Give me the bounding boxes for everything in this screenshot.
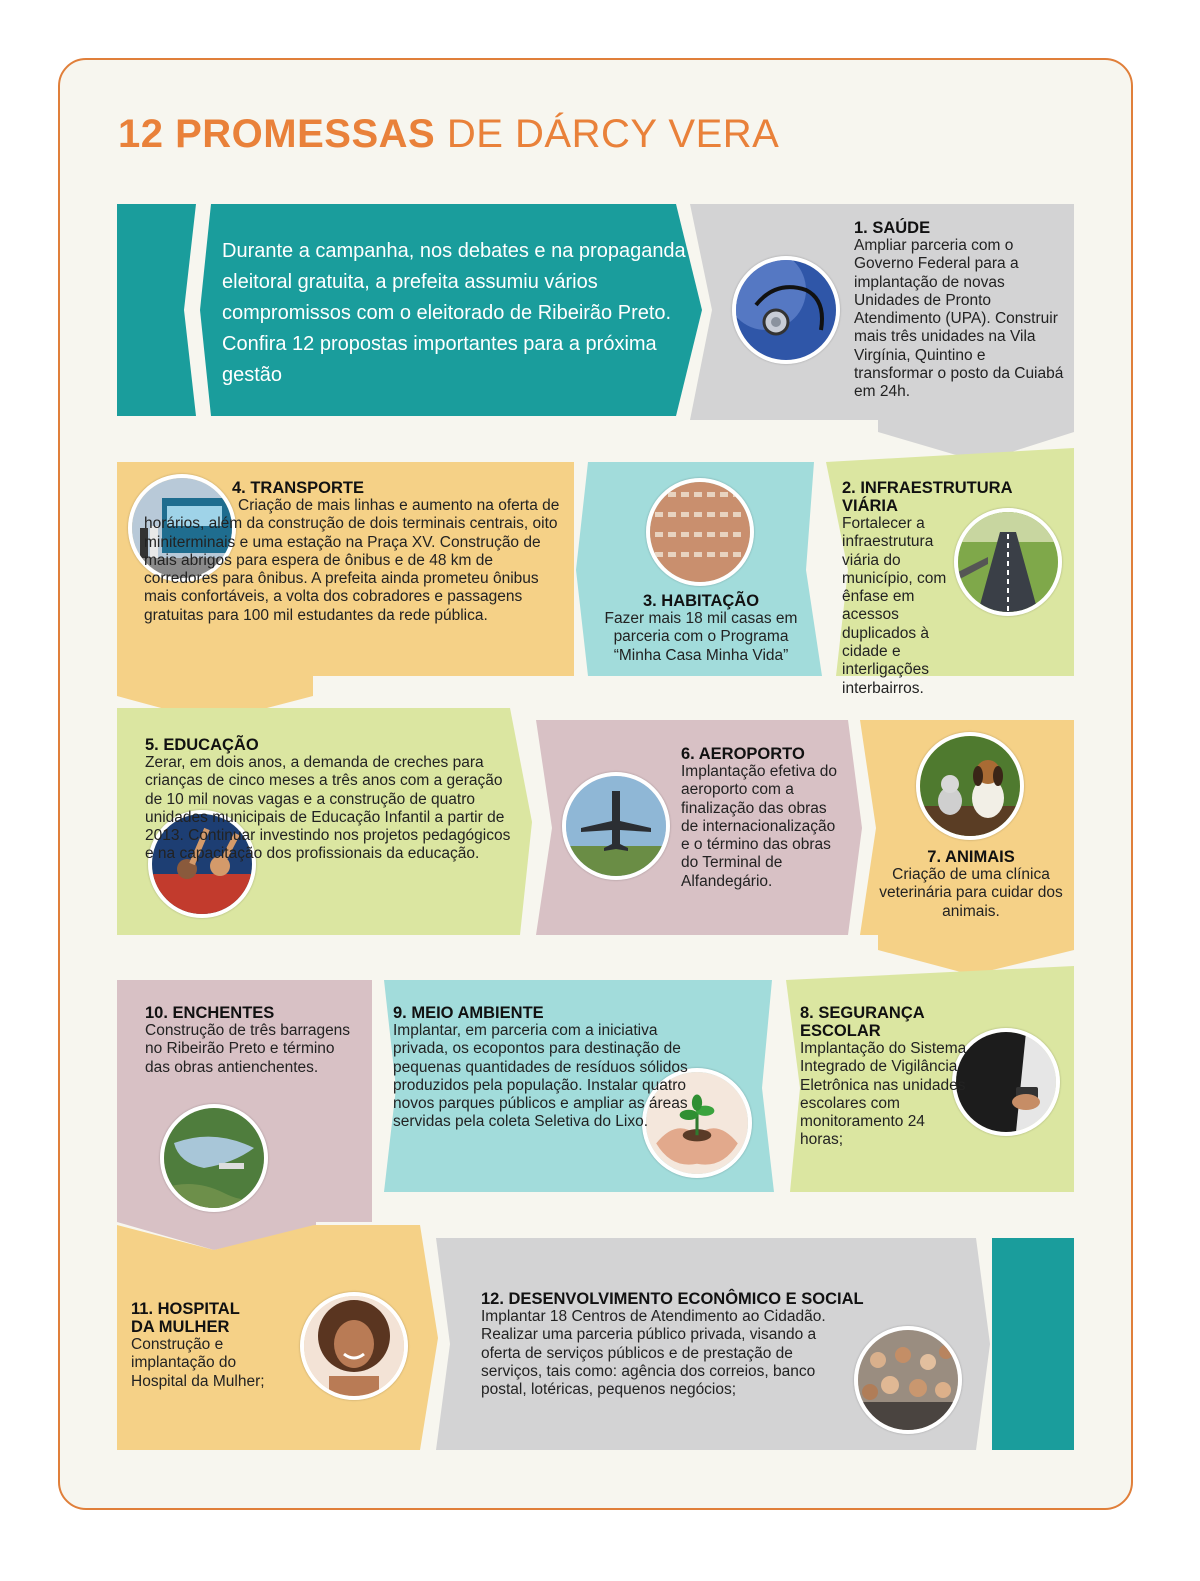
teal-end-block [992, 1238, 1074, 1450]
airplane-icon [562, 772, 670, 880]
promise-5 [145, 736, 523, 864]
promise-7 [878, 848, 1064, 921]
promise-1-text: Ampliar parceria com o Governo Federal para a implantação de novas Unidades de Pronto Atendimento (UPA). Construir mais três unidades na Vila Virgínia, Quintino e transformar o posto da Cuiabá em 24h. [854, 237, 1064, 401]
promise-2-title: 2. INFRAESTRUTURA VIÁRIA [842, 479, 1012, 515]
promise-12-title: 12. DESENVOLVIMENTO ECONÔMICO E SOCIAL [481, 1290, 864, 1308]
promise-12-text: Implantar 18 Centros de Atendimento ao Cidadão. Realizar uma parceria público privada, visando a oferta de serviços públicos e de prestação de serviços, tais como: agência dos correios, banco postal, lotéricas, pequenos negócios; [481, 1308, 826, 1399]
promise-5-text: Zerar, em dois anos, a demanda de creches para crianças de cinco meses a três anos com a geração de 10 mil novas vagas e a construção de quatro unidades municipais de Educação Infantil a partir de 2013. Continuar investindo nos projetos pedagógicos e na capacitação dos profissionais da educação. [145, 754, 511, 863]
stethoscope-icon [732, 256, 840, 364]
promise-11-text: Construção e implantação do Hospital da Mulher; [131, 1336, 265, 1390]
promise-10-text: Construção de três barragens no Ribeirão Preto e término das obras antienchentes. [145, 1022, 351, 1076]
dog-cat-icon [916, 732, 1024, 840]
intro-teal-left [117, 204, 196, 416]
promise-4-text: Criação de mais linhas e aumento na oferta de horários, além da construção de dois terminais centrais, oito miniterminais e uma estação na Praça XV. Construção de mais abrigos para espera de ônibus e de 48 km de corredores para ônibus. A prefeita ainda prometeu ônibus mais confortáveis, a volta dos cobradores e passagens gratuitas para 100 mil estudantes da rede pública. [144, 497, 560, 624]
promise-12 [481, 1290, 961, 1399]
woman-icon [300, 1292, 408, 1400]
dam-icon [160, 1104, 268, 1212]
promise-9-title: 9. MEIO AMBIENTE [393, 1004, 544, 1022]
houses-icon [646, 478, 754, 586]
promise-2-text: Fortalecer a infraestrutura viária do município, com ênfase em acessos duplicados à cidade e interligações interbairros. [842, 515, 947, 697]
promise-8 [800, 1004, 1066, 1150]
promise-8-title: 8. SEGURANÇA ESCOLAR [800, 1004, 925, 1040]
promise-4 [144, 479, 564, 625]
promise-6 [681, 745, 847, 891]
promise-3-title: 3. HABITAÇÃO [642, 592, 760, 610]
promise-10-title: 10. ENCHENTES [145, 1004, 275, 1022]
promise-4-title: 4. TRANSPORTE [232, 479, 365, 497]
promise-8-text: Implantação do Sistema Integrado de Vigilância Eletrônica nas unidades escolares com monitoramento 24 horas; [800, 1040, 967, 1149]
promise-6-title: 6. AEROPORTO [681, 745, 805, 763]
promise-10 [145, 1004, 363, 1077]
title-light: DE DÁRCY VERA [446, 112, 780, 156]
promise-9 [393, 1004, 703, 1132]
promise-6-text: Implantação efetiva do aeroporto com a finalização das obras de internacionalização e o término das obras do Terminal de Alfandegário. [681, 763, 837, 890]
promise-1 [854, 219, 1066, 402]
promise-5-title: 5. EDUCAÇÃO [145, 736, 259, 754]
intro-text: Durante a campanha, nos debates e na propaganda eleitoral gratuita, a prefeita assumiu vários compromissos com o eleitorado de Ribeirão Preto. Confira 12 propostas importantes para a próxima gestão [222, 240, 686, 386]
promise-3-text: Fazer mais 18 mil casas em parceria com o Programa “Minha Casa Minha Vida” [604, 610, 798, 664]
promise-11-title: 11. HOSPITAL DA MULHER [131, 1300, 240, 1336]
promise-7-text: Criação de uma clínica veterinária para cuidar dos animais. [879, 866, 1063, 920]
promise-7-title: 7. ANIMAIS [927, 848, 1015, 866]
promise-9-text: Implantar, em parceria com a iniciativa privada, os ecopontos para destinação de pequenas quantidades de resíduos sólidos produzidos pela população. Instalar quatro novos parques públicos e ampliar as áreas servidas pela coleta Seletiva do Lixo. [393, 1022, 688, 1131]
promise-2 [842, 479, 1068, 698]
promise-1-title: 1. SAÚDE [854, 219, 931, 237]
title-bold: 12 PROMESSAS [118, 112, 436, 156]
promise-3 [592, 592, 810, 665]
promise-11 [131, 1300, 291, 1391]
